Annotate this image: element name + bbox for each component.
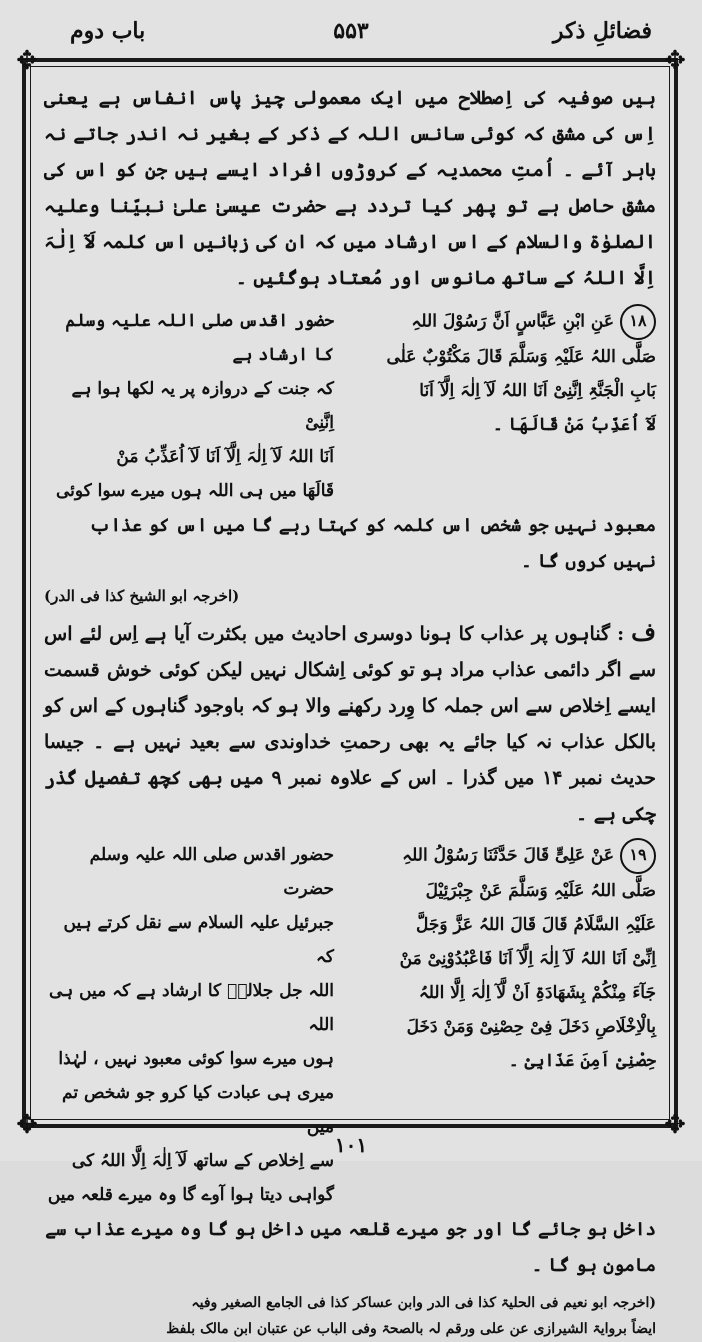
urdu-line: جبرئیل علیہ السلام سے نقل کرتے ہیں کہ <box>63 913 334 967</box>
corner-ornament-icon: ✥ <box>16 46 38 76</box>
urdu-line: حضور اقدس صلی اللہ علیہ وسلم حضرت <box>89 845 334 899</box>
hadith-18-source: (اخرجہ ابو الشیخ کذا فی الدر) <box>44 587 240 605</box>
urdu-line: اَنَا اللہُ لَآ اِلٰہَ اِلَّآ اَنَا لَآ اُعَذِّبُ مَنْ <box>116 447 334 467</box>
book-title: فضائلِ ذکر <box>552 18 652 44</box>
arabic-line: حِصْنِیْ اَمِنَ عَذَابِیْ ۔ <box>508 1051 656 1071</box>
arabic-line: عَلَیْہِ السَّلَامُ قَالَ قَالَ اللہُ عَزَّ وَجَلَّ <box>415 915 656 935</box>
hadith-18 <box>44 304 656 508</box>
corner-ornament-icon: ✥ <box>664 46 686 76</box>
corner-ornament-icon: ✥ <box>16 1110 38 1140</box>
urdu-line: قَالَھَا میں ہی اللہ ہوں میرے سوا کوئی <box>55 481 334 501</box>
urdu-line: کہ جنت کے دروازہ پر یہ لکھا ہوا ہے اِنَّنِیْ <box>71 379 334 433</box>
footnote-line: ایضاً بروایۃ الشیرازی عن علی ورقم لہ بالصحۃ وفی الباب عن عتبان ابن مالک بلفظ <box>166 1321 656 1337</box>
fa-note-text: : گناہوں پر عذاب کا ہونا دوسری احادیث میں بکثرت آیا ہے اِس لئے اس سے اگر دائمی عذاب مراد ہو تو کوئی اِشکال نہیں لیکن کوئی خوش قسمت ایسے اِخلاص سے اس جملہ کا وِرد رکھنے والا ہو کہ باوجود گناہوں کے اس کو بالکل عذاب نہ کیا جائے یہ بھی رحمتِ خداوندی سے بعید نہیں ہے ۔ جیسا حدیث نمبر ۱۴ میں گذرا ۔ اس کے علاوہ نمبر ۹ میں بھی کچھ تفصیل گذر چکی ہے ۔ <box>44 623 656 825</box>
fa-note <box>44 614 656 832</box>
hadith-18-continuation: معبود نہیں جو شخص اس کلمہ کو کہتا رہے گا میں اس کو عذاب نہیں کروں گا ۔ <box>89 515 656 572</box>
footer-page-number: ۱۰۱ <box>334 1133 368 1157</box>
hadith-18-urdu <box>44 304 334 508</box>
chapter-title: باب دوم <box>70 18 146 44</box>
arabic-line: بَابِ الْجَنَّۃِ اِنَّنِیْ اَنَا اللہُ لَآ اِلٰہَ اِلَّآ اَنَا <box>419 381 656 401</box>
corner-ornament-icon: ✥ <box>664 1110 686 1140</box>
urdu-line: ہوں میرے سوا کوئی معبود نہیں ، لہٰذا <box>58 1049 334 1069</box>
arabic-line: بِالْاِخْلَاصِ دَخَلَ فِیْ حِصْنِیْ وَمَنْ دَخَلَ <box>406 1017 656 1037</box>
urdu-line: گواہی دیتا ہوا آوے گا وہ میرے قلعہ میں <box>47 1185 334 1205</box>
urdu-line: اللہ جل جلالہٗ کا ارشاد ہے کہ میں ہی اللہ <box>49 981 334 1035</box>
hadith-number-badge: ۱۸ <box>620 304 656 340</box>
arabic-line: جَآءَ مِنْکُمْ بِشَھَادَۃِ اَنْ لَّآ اِلٰہَ اِلَّا اللہُ <box>418 983 656 1003</box>
arabic-line: اِنِّیْ اَنَا اللہُ لَآ اِلٰہَ اِلَّآ اَنَا فَاعْبُدُوْنِیْ مَنْ <box>399 949 656 969</box>
fa-label: ف <box>631 617 656 646</box>
urdu-line: سے اِخلاص کے ساتھ لَآ اِلٰہَ اِلَّا اللہُ کی <box>71 1151 334 1171</box>
header-page-number: ۵۵۳ <box>333 18 369 44</box>
urdu-line: میری ہی عبادت کیا کرو جو شخص تم میں <box>62 1083 334 1137</box>
hadith-19-continuation: داخل ہو جائے گا اور جو میرے قلعہ میں داخل ہو گا وہ میرے عذاب سے مامون ہو گا ۔ <box>45 1219 656 1276</box>
page-header <box>40 18 662 54</box>
arabic-line: صَلَّی اللہُ عَلَیْہِ وَسَلَّمَ عَنْ جِبْرَئِیْلَ <box>425 881 656 901</box>
footnote-line: (اخرجہ ابو نعیم فی الحلیۃ کذا فی الدر وابن عساکر کذا فی الجامع الصغیر وفیہ <box>191 1295 656 1311</box>
arabic-line: صَلَّی اللہُ عَلَیْہِ وَسَلَّمَ قَالَ مَکْتُوْبٌ عَلٰی <box>386 347 656 367</box>
arabic-line: لَآ اُعَذِّبُ مَنْ قَالَھَا ۔ <box>492 415 656 435</box>
arabic-line: عَنْ عَلِیٍّ قَالَ حَدَّثَنَا رَسُوْلُ اللہِ <box>402 845 614 866</box>
intro-paragraph: ہیں صوفیہ کی اِصطلاح میں ایک معمولی چیز پاس انفاس ہے یعنی اِس کی مشق کہ کوئی سانس اللہ کے ذکر کے بغیر نہ اندر جاتے نہ باہر آئے ۔ اُمتِ محمدیہ کے کروڑوں افراد ایسے ہیں جن کو اس کی مشق حاصل ہے تو پھر کیا تردد ہے حضرت عیسیٰ علیٰ نبیّنا وعلیہ الصلوٰۃ والسلام کے اس ارشاد میں کہ ان کی زبانیں اس کلمہ لَآ اِلٰہَ اِلَّا اللہُ کے ساتھ مانوس اور مُعتاد ہوگئیں ۔ <box>44 87 656 289</box>
urdu-line: حضور اقدس صلی اللہ علیہ وسلم کا ارشاد ہے <box>65 311 334 365</box>
hadith-number-badge: ۱۹ <box>620 838 656 874</box>
arabic-line: عَنِ ابْنِ عَبَّاسٍ اَنَّ رَسُوْلَ اللہِ <box>411 311 614 332</box>
hadith-18-arabic <box>354 304 656 508</box>
